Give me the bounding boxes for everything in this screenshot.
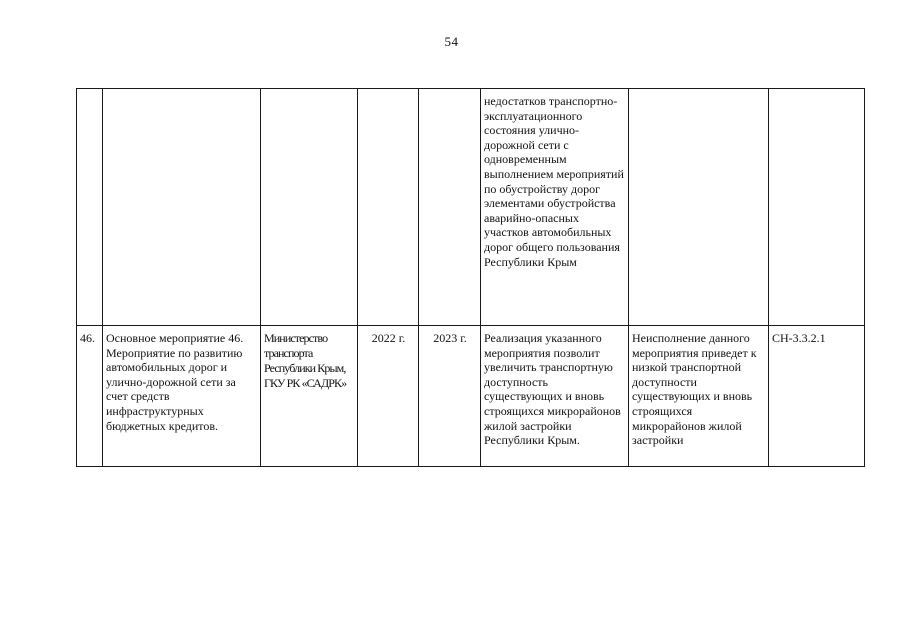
table-row-46 [77,326,865,467]
cell-number [77,89,103,326]
cell-indicator [769,89,865,326]
table-row-continuation [77,89,865,326]
cell-end-year [419,89,481,326]
page-number: 54 [444,34,459,49]
event-description: Основное мероприятие 46. Мероприятие по развитию автомобильных дорог и улично-дорожной сети за счет средств инфраструктурных бюджетных кредитов. [103,326,261,467]
executor-text: Министерство транспорта Республики Крым, ГКУ РК «САДРК» [264,331,347,390]
cell-consequences [629,89,769,326]
executor-cell [261,326,358,467]
consequences: Неисполнение данного мероприятия приведет к низкой транспортной доступности существующих и вновь строящихся микрорайонов жилой застройки [629,326,769,467]
indicator: СН-3.3.2.1 [769,326,865,467]
cell-executor [261,89,358,326]
program-table [76,88,865,467]
start-year: 2022 г. [358,326,419,467]
end-year: 2023 г. [419,326,481,467]
expected-result: Реализация указанного мероприятия позволит увеличить транспортную доступность существующих и вновь строящихся микрорайонов жилой застройки Республики Крым. [481,326,629,467]
cell-start-year [358,89,419,326]
row-number: 46. [77,326,103,467]
cell-expected-result: недостатков транспортно-эксплуатационного состояния улично-дорожной сети с одновременным выполнением мероприятий по обустройству дорог элементами обустройства аварийно-опасных участков автомобильных дорог общего пользования Республики Крым [481,89,629,326]
cell-event [103,89,261,326]
